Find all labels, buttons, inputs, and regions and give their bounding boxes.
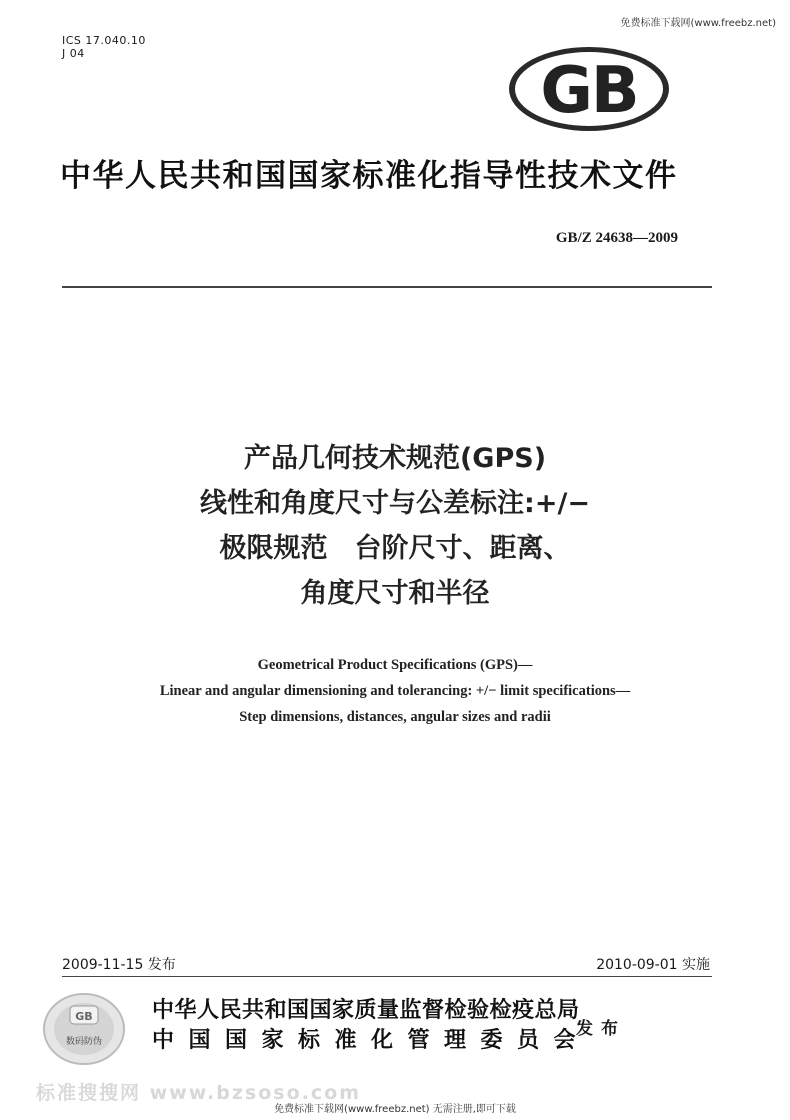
title-english: [0, 652, 790, 730]
title-en-line3: Step dimensions, distances, angular sizes and radii: [239, 709, 551, 725]
bottom-divider: [62, 976, 712, 977]
title-cn-line1: 产品几何技术规范(GPS): [243, 443, 547, 474]
ics-code: ICS 17.040.10: [62, 34, 146, 47]
logo-text: GB: [540, 54, 638, 128]
title-cn-line2: 线性和角度尺寸与公差标注:+/−: [200, 488, 590, 519]
ccs-code: J 04: [62, 47, 85, 60]
issuing-bodies: [152, 996, 590, 1056]
implementation-date: 2010-09-01 实施: [596, 957, 710, 973]
title-en-line1: Geometrical Product Specifications (GPS)—: [257, 657, 533, 673]
seal-top-text: GB: [75, 1010, 93, 1023]
document-type: 中华人民共和国国家标准化指导性技术文件: [60, 158, 678, 194]
anti-counterfeit-seal: [42, 992, 126, 1066]
watermark-bottom: 免费标准下载网(www.freebz.net) 无需注册,即可下载: [274, 1104, 516, 1115]
watermark-top: 免费标准下载网(www.freebz.net): [620, 18, 776, 29]
standard-number: GB/Z 24638—2009: [555, 230, 678, 246]
seal-bottom-text: 数码防伪: [65, 1037, 103, 1047]
issuer-line1: 中华人民共和国国家质量监督检验检疫总局: [152, 998, 580, 1023]
title-cn-line4: 角度尺寸和半径: [300, 578, 490, 609]
faint-footer-watermark: 标准搜搜网 www.bzsoso.com: [36, 1082, 361, 1104]
publish-label: 发布: [576, 1019, 626, 1039]
classification-block: [62, 34, 146, 60]
gb-logo: [508, 46, 670, 132]
title-en-line2: Linear and angular dimensioning and tolerancing: +/− limit specifications—: [159, 683, 631, 699]
title-chinese: [0, 436, 790, 616]
issue-date: 2009-11-15 发布: [62, 957, 176, 973]
top-divider: [62, 286, 712, 288]
issuer-line2: 中国国家标准化管理委员会: [152, 1028, 591, 1053]
title-cn-line3: 极限规范 台阶尺寸、距离、: [219, 533, 571, 564]
